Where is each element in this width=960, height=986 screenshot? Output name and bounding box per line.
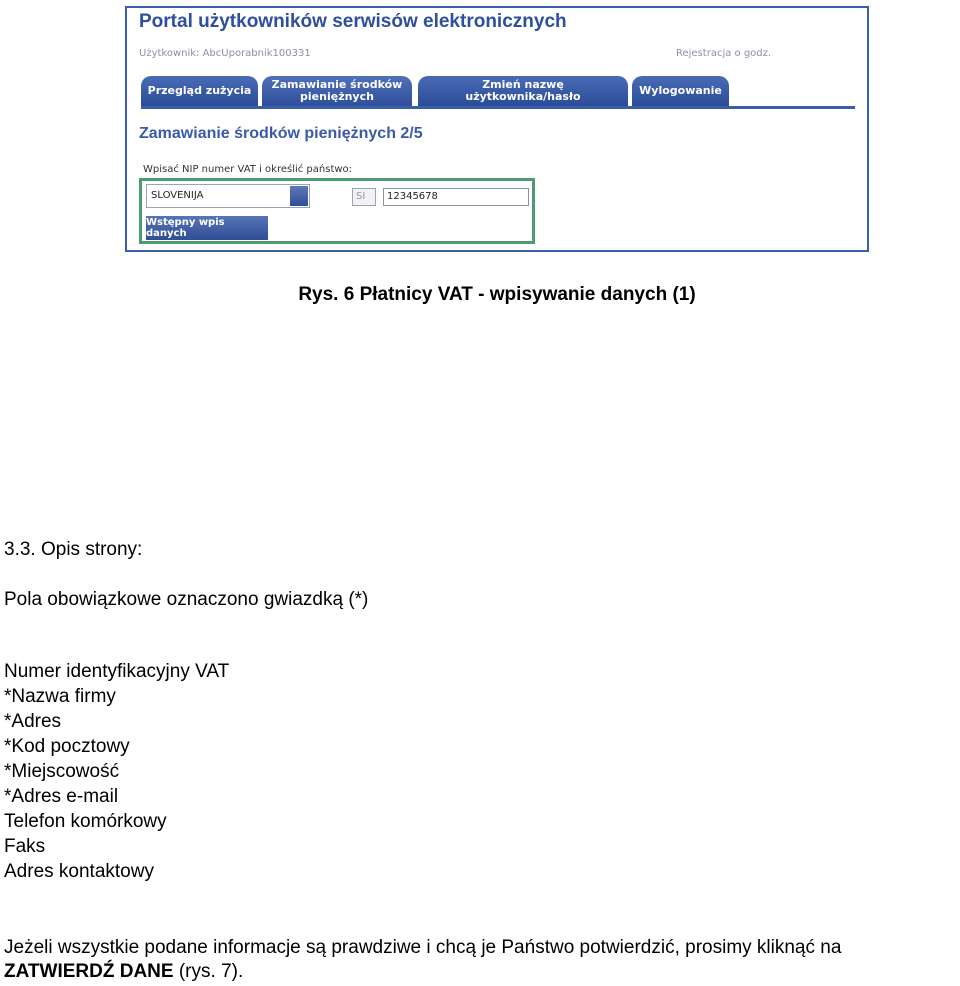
tab-logout[interactable]: Wylogowanie — [632, 76, 729, 106]
vat-number-input[interactable]: 12345678 — [383, 188, 529, 206]
tab-order-funds[interactable]: Zamawianie środków pieniężnych — [262, 76, 412, 106]
tab-change-username[interactable]: Zmień nazwę użytkownika/hasło — [418, 76, 628, 106]
vat-form-label: Wpisać NIP numer VAT i określić państwo: — [143, 164, 353, 175]
portal-title: Portal użytkowników serwisów elektronicznych — [139, 11, 567, 32]
closing-paragraph-end — [4, 961, 243, 983]
submit-initial-data-button[interactable]: Wstępny wpis danych — [146, 216, 268, 240]
list-item: *Kod pocztowy — [4, 736, 130, 757]
figure-caption: Rys. 6 Płatnicy VAT - wpisywanie danych (1) — [298, 284, 696, 305]
tab-usage-overview[interactable]: Przegląd zużycia — [141, 76, 258, 106]
closing-paragraph: Jeżeli wszystkie podane informacje są prawdziwe i chcą je Państwo potwierdzić, prosimy kliknąć na — [4, 937, 842, 958]
registration-label: Rejestracja o godz. — [676, 48, 772, 59]
section-heading: 3.3. Opis strony: — [4, 539, 143, 560]
field-list — [4, 661, 229, 886]
list-item: *Nazwa firmy — [4, 686, 116, 707]
dropdown-arrow-icon[interactable] — [290, 186, 308, 206]
vat-form — [139, 178, 535, 244]
tab-divider — [141, 106, 855, 109]
figure-reference: (rys. 7). — [173, 961, 244, 982]
list-item: Telefon komórkowy — [4, 811, 167, 832]
user-info-row — [139, 48, 855, 62]
tab-bar — [141, 76, 841, 106]
portal-screenshot — [125, 6, 869, 252]
user-label: Użytkownik: AbcUporabnik100331 — [139, 48, 311, 59]
list-item: Faks — [4, 836, 46, 857]
section-title: Zamawianie środków pieniężnych 2/5 — [139, 125, 423, 142]
country-select[interactable] — [146, 184, 310, 208]
confirm-data-reference: ZATWIERDŹ DANE — [4, 961, 174, 982]
required-fields-note: Pola obowiązkowe oznaczono gwiazdką (*) — [4, 589, 369, 610]
list-item: Adres kontaktowy — [4, 861, 154, 882]
list-item: Numer identyfikacyjny VAT — [4, 661, 230, 682]
list-item: *Adres e-mail — [4, 786, 119, 807]
list-item: *Miejscowość — [4, 761, 120, 782]
country-select-value: SLOVENIJA — [151, 190, 204, 201]
list-item: *Adres — [4, 711, 62, 732]
country-prefix-field: SI — [352, 188, 376, 206]
